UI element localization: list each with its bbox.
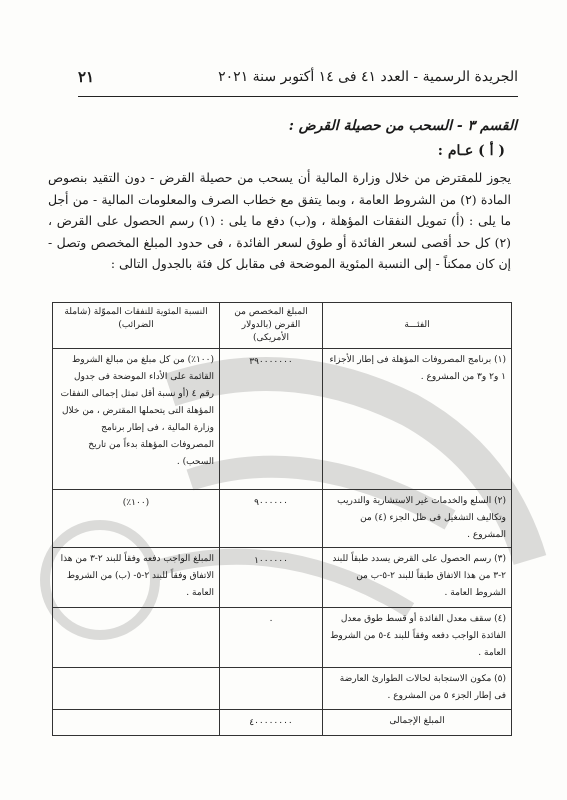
row-percentage: [53, 668, 220, 710]
page-number: ٢١: [78, 68, 95, 86]
table-row: [53, 349, 512, 490]
header-percentage: النسبة المئوية للنفقات المموّلة (شاملة الضرائب): [53, 303, 220, 349]
row-category: (٢) السلع والخدمات غير الاستشارية والتدريب وتكاليف التشغيل فى ظل الجزء (٤) من المشروع .: [323, 490, 512, 548]
row-category: (٤) سقف معدل الفائدة أو قسط طوق معدل الفائدة الواجب دفعه وفقاً للبند ٤-٥ من الشروط العامة .: [323, 608, 512, 668]
row-amount: ٠: [220, 608, 323, 668]
row-percentage: (١٠٠٪): [53, 490, 220, 548]
table-row: [53, 608, 512, 668]
row-category: (١) برنامج المصروفات المؤهلة فى إطار الأجزاء ١ و٢ و٣ من المشروع .: [323, 349, 512, 490]
subsection-title: ( أ ) عـام :: [437, 143, 505, 159]
row-percentage: المبلغ الواجب دفعه وفقاً للبند ٢-٣ من هذا الاتفاق وفقاً للبند ٢-٥- (ب) من الشروط العامة .: [53, 548, 220, 608]
row-amount: ٣٩٠٠٠٠٠٠٠: [220, 349, 323, 490]
row-amount: ١٠٠٠٠٠٠: [220, 548, 323, 608]
table-row: [53, 548, 512, 608]
total-percentage: [53, 710, 220, 736]
section-title: القسم ٣ - السحب من حصيلة القرض :: [288, 118, 517, 134]
publication-title: الجريدة الرسمية - العدد ٤١ فى ١٤ أكتوبر سنة ٢٠٢١: [218, 69, 518, 85]
header-amount: المبلغ المخصص من القرض (بالدولار الأمريكى): [220, 303, 323, 349]
table-total-row: [53, 710, 512, 736]
row-percentage: (١٠٠٪) من كل مبلغ من مبالغ الشروط القائمة على الأداء الموضحة فى جدول رقم ٤ (أو نسبة أقل تمثل إجمالى النفقات المؤهلة التى يتحملها المقترض ، من خلال وزارة المالية ، فى إطار برنامج المصروفات المؤهلة بدءاً من تاريخ السحب) .: [53, 349, 220, 490]
row-category: (٥) مكون الاستجابة لحالات الطوارئ العارضة فى إطار الجزء ٥ من المشروع .: [323, 668, 512, 710]
page-header: [78, 64, 518, 90]
row-category: (٣) رسم الحصول على القرض يسدد طبقاً للبند ٢-٣ من هذا الاتفاق طبقاً للبند ٢-٥-ب من الشروط العامة .: [323, 548, 512, 608]
header-divider: [78, 96, 518, 97]
table-row: [53, 490, 512, 548]
table-header-row: [53, 303, 512, 349]
row-amount: ٩٠٠٠٠٠٠: [220, 490, 323, 548]
total-amount: ٤٠٠٠٠٠٠٠٠: [220, 710, 323, 736]
header-category: الفئـــة: [323, 303, 512, 349]
total-label: المبلغ الإجمالى: [323, 710, 512, 736]
row-percentage: [53, 608, 220, 668]
row-amount: [220, 668, 323, 710]
body-paragraph: يجوز للمقترض من خلال وزارة المالية أن يسحب من حصيلة القرض - دون التقيد بنصوص المادة (٢) من الشروط العامة ، وبما يتفق مع خطاب الصرف والمعلومات المالية - من أجل ما يلى : (أ) تمويل النفقات المؤهلة ، و(ب) دفع ما يلى : (١) رسم الحصول على القرض ، (٢) كل حد أقصى لسعر الفائدة أو طوق لسعر الفائدة ، فى حدود المبلغ المخصص وتصل - إن كان ممكناً - إلى النسبة المئوية الموضحة فى مقابل كل فئة بالجدول التالى :: [48, 170, 511, 271]
table-row: [53, 668, 512, 710]
allocation-table: [52, 302, 512, 736]
